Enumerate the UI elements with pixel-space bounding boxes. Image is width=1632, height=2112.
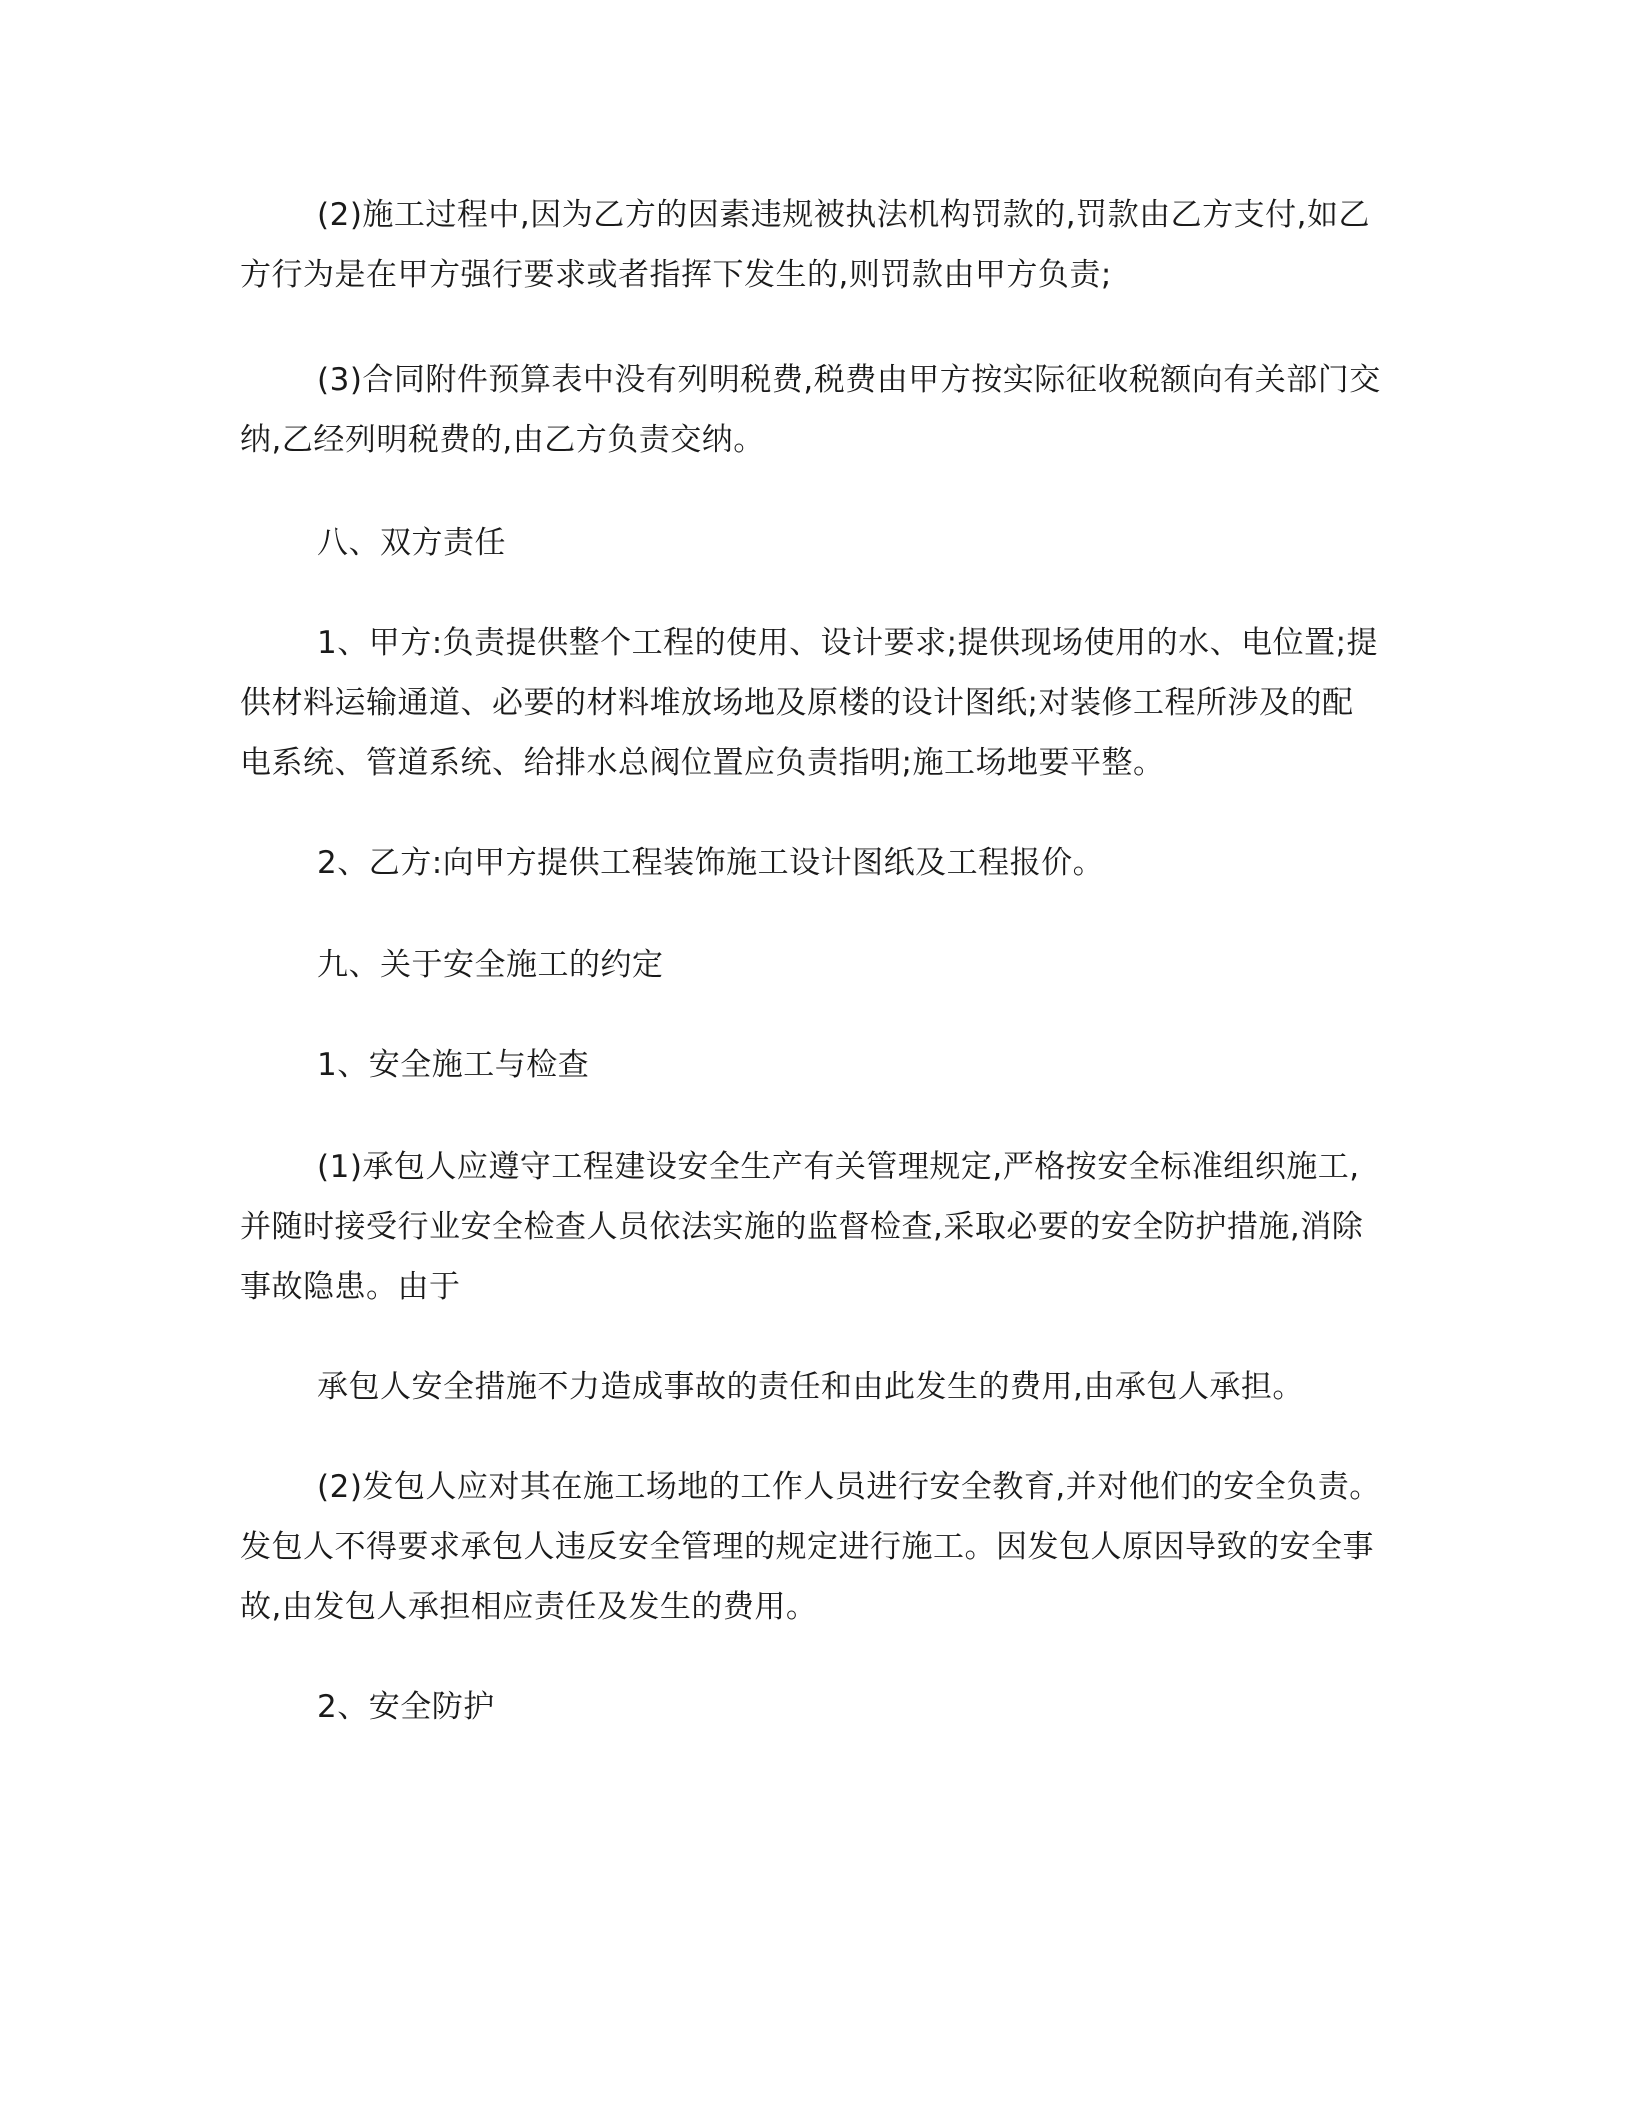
- heading-text: [240, 1677, 1400, 1737]
- subheading-safety-protection: [240, 1677, 1400, 1737]
- paragraph-text: [240, 1357, 1400, 1417]
- paragraph-text: [240, 350, 1400, 470]
- text-line: (1)承包人应遵守工程建设安全生产有关管理规定,严格按安全标准组织施工,: [317, 1149, 1360, 1185]
- text-line: 1、甲方:负责提供整个工程的使用、设计要求;提供现场使用的水、电位置;提: [317, 625, 1379, 661]
- section-heading-safety: [240, 935, 1400, 995]
- heading-text: [240, 1035, 1400, 1095]
- text-line: 八、双方责任: [317, 525, 506, 561]
- text-line: 纳,乙经列明税费的,由乙方负责交纳。: [240, 422, 765, 458]
- heading-text: [240, 513, 1400, 573]
- text-line: (2)施工过程中,因为乙方的因素违规被执法机构罚款的,罚款由乙方支付,如乙: [317, 197, 1370, 233]
- section-heading-responsibilities: [240, 513, 1400, 573]
- heading-text: [240, 935, 1400, 995]
- paragraph-contractor-safety: [240, 1137, 1400, 1317]
- paragraph-party-a-duty: [240, 613, 1400, 793]
- text-line: 方行为是在甲方强行要求或者指挥下发生的,则罚款由甲方负责;: [240, 257, 1112, 293]
- text-line: (3)合同附件预算表中没有列明税费,税费由甲方按实际征收税额向有关部门交: [317, 362, 1381, 398]
- text-line: 承包人安全措施不力造成事故的责任和由此发生的费用,由承包人承担。: [317, 1369, 1304, 1405]
- text-line: 2、安全防护: [317, 1689, 495, 1725]
- text-line: 2、乙方:向甲方提供工程装饰施工设计图纸及工程报价。: [317, 845, 1105, 881]
- paragraph-fine-clause: [240, 185, 1400, 305]
- text-line: 发包人不得要求承包人违反安全管理的规定进行施工。因发包人原因导致的安全事: [240, 1529, 1374, 1565]
- text-line: (2)发包人应对其在施工场地的工作人员进行安全教育,并对他们的安全负责。: [317, 1469, 1381, 1505]
- text-line: 电系统、管道系统、给排水总阀位置应负责指明;施工场地要平整。: [240, 745, 1165, 781]
- subheading-safety-inspection: [240, 1035, 1400, 1095]
- paragraph-text: [240, 613, 1400, 793]
- paragraph-text: [240, 185, 1400, 305]
- text-line: 供材料运输通道、必要的材料堆放场地及原楼的设计图纸;对装修工程所涉及的配: [240, 685, 1354, 721]
- paragraph-employer-safety: [240, 1457, 1400, 1637]
- text-line: 故,由发包人承担相应责任及发生的费用。: [240, 1589, 818, 1625]
- text-line: 事故隐患。由于: [240, 1269, 461, 1305]
- paragraph-text: [240, 833, 1400, 893]
- text-line: 并随时接受行业安全检查人员依法实施的监督检查,采取必要的安全防护措施,消除: [240, 1209, 1364, 1245]
- paragraph-party-b-duty: [240, 833, 1400, 893]
- paragraph-text: [240, 1137, 1400, 1317]
- text-line: 1、安全施工与检查: [317, 1047, 590, 1083]
- text-line: 九、关于安全施工的约定: [317, 947, 664, 983]
- paragraph-text: [240, 1457, 1400, 1637]
- paragraph-contractor-liability: [240, 1357, 1400, 1417]
- paragraph-tax-clause: [240, 350, 1400, 470]
